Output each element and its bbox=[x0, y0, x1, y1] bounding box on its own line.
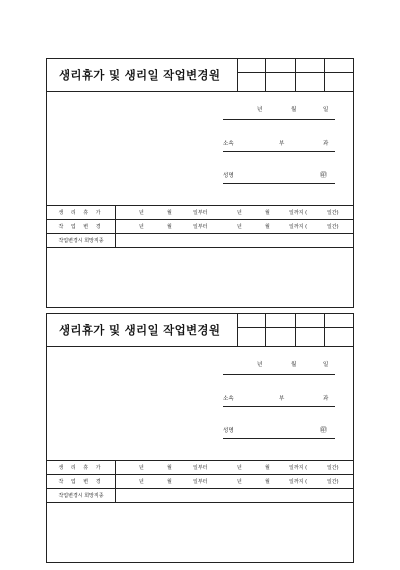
table-row bbox=[47, 219, 353, 234]
row-label: 작 업 변 경 bbox=[58, 224, 104, 230]
days-count-label: 일간) bbox=[327, 465, 339, 471]
form-title: 생리휴가 및 생리일 작업변경원 bbox=[59, 323, 221, 337]
remarks-divider bbox=[47, 502, 353, 503]
date-month-label: 월 bbox=[291, 107, 297, 113]
table-row bbox=[47, 488, 353, 503]
end-month-label: 월 bbox=[265, 224, 270, 230]
table-row bbox=[47, 460, 353, 475]
table-row bbox=[47, 474, 353, 489]
table-row bbox=[47, 205, 353, 220]
end-day-label: 일까지 ( bbox=[289, 224, 308, 230]
days-count-label: 일간) bbox=[327, 224, 339, 230]
department-label: 부 bbox=[279, 396, 285, 402]
department-label: 부 bbox=[279, 141, 285, 147]
leave-form-2 bbox=[46, 313, 354, 563]
table-row bbox=[47, 233, 353, 248]
start-month-label: 월 bbox=[167, 210, 172, 216]
end-day-label: 일까지 ( bbox=[289, 479, 308, 485]
date-day-label: 일 bbox=[323, 107, 329, 113]
row-label: 생 리 휴 가 bbox=[58, 465, 104, 471]
days-count-label: 일간) bbox=[327, 479, 339, 485]
start-day-label: 일부터 bbox=[193, 479, 208, 485]
affiliation-label: 소속 bbox=[223, 396, 234, 402]
start-month-label: 월 bbox=[167, 479, 172, 485]
start-day-label: 일부터 bbox=[193, 465, 208, 471]
row-label: 작업변경시 희망직종 bbox=[58, 238, 104, 244]
days-count-label: 일간) bbox=[327, 210, 339, 216]
date-year-label: 년 bbox=[257, 362, 263, 368]
date-day-label: 일 bbox=[323, 362, 329, 368]
row-label: 생 리 휴 가 bbox=[58, 210, 104, 216]
end-month-label: 월 bbox=[265, 479, 270, 485]
start-day-label: 일부터 bbox=[193, 224, 208, 230]
end-year-label: 년 bbox=[237, 224, 242, 230]
end-year-label: 년 bbox=[237, 210, 242, 216]
name-label: 성명 bbox=[223, 428, 234, 434]
section-label: 과 bbox=[323, 141, 329, 147]
date-underline bbox=[223, 119, 335, 120]
leave-form-1 bbox=[46, 58, 354, 308]
affiliation-label: 소속 bbox=[223, 141, 234, 147]
remarks-divider bbox=[47, 247, 353, 248]
end-day-label: 일까지 ( bbox=[289, 465, 308, 471]
end-month-label: 월 bbox=[265, 465, 270, 471]
start-year-label: 년 bbox=[139, 224, 144, 230]
approval-grid bbox=[237, 314, 354, 346]
start-year-label: 년 bbox=[139, 210, 144, 216]
end-year-label: 년 bbox=[237, 479, 242, 485]
start-year-label: 년 bbox=[139, 465, 144, 471]
end-year-label: 년 bbox=[237, 465, 242, 471]
approval-grid bbox=[237, 59, 354, 91]
end-month-label: 월 bbox=[265, 210, 270, 216]
seal-mark: ㊞ bbox=[320, 426, 327, 434]
row-label: 작 업 변 경 bbox=[58, 479, 104, 485]
section-label: 과 bbox=[323, 396, 329, 402]
start-month-label: 월 bbox=[167, 465, 172, 471]
end-day-label: 일까지 ( bbox=[289, 210, 308, 216]
affiliation-underline bbox=[223, 406, 335, 407]
row-label: 작업변경시 희망직종 bbox=[58, 493, 104, 499]
start-year-label: 년 bbox=[139, 479, 144, 485]
start-day-label: 일부터 bbox=[193, 210, 208, 216]
name-underline bbox=[223, 438, 335, 439]
date-month-label: 월 bbox=[291, 362, 297, 368]
form-header bbox=[47, 314, 353, 347]
form-title: 생리휴가 및 생리일 작업변경원 bbox=[59, 68, 221, 82]
name-label: 성명 bbox=[223, 173, 234, 179]
seal-mark: ㊞ bbox=[320, 171, 327, 179]
affiliation-underline bbox=[223, 151, 335, 152]
date-underline bbox=[223, 374, 335, 375]
name-underline bbox=[223, 183, 335, 184]
start-month-label: 월 bbox=[167, 224, 172, 230]
date-year-label: 년 bbox=[257, 107, 263, 113]
form-header bbox=[47, 59, 353, 92]
